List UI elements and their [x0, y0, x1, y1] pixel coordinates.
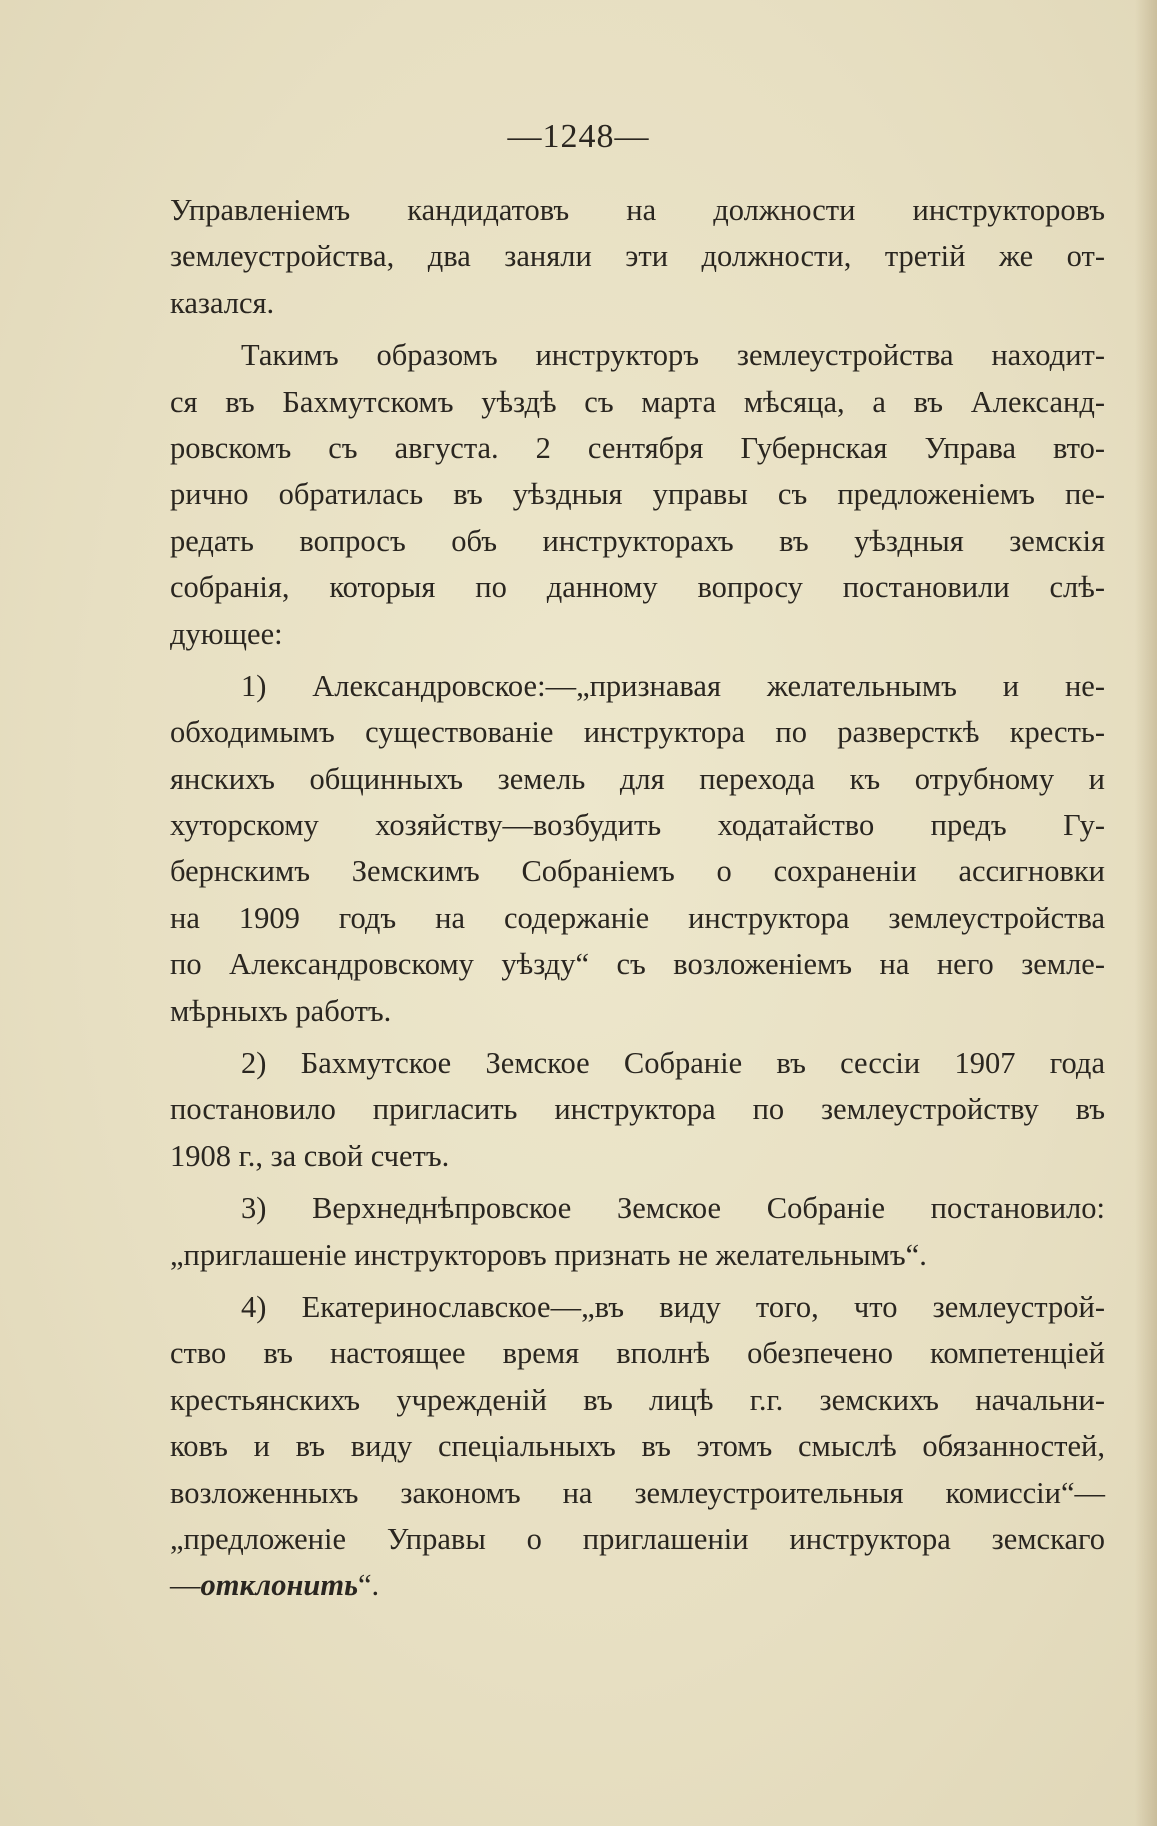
text-line: постановило пригласить инструктора по землеустройству въ — [170, 1092, 1105, 1127]
text-line: по Александровскому уѣзду“ съ возложеніемъ на него земле- — [170, 947, 1105, 982]
text-line: бернскимъ Земскимъ Собраніемъ о сохраненіи ассигновки — [170, 854, 1105, 889]
text-line: ковъ и въ виду спеціальныхъ въ этомъ смыслѣ обязанностей, — [170, 1429, 1105, 1464]
paragraph-5 — [170, 1185, 1105, 1278]
text-line: на 1909 годъ на содержаніе инструктора землеустройства — [170, 900, 1105, 935]
closing-line — [170, 1562, 1105, 1608]
paragraph-1 — [170, 187, 1105, 326]
text-line: возложенныхъ закономъ на землеустроительныя комиссіи“— — [170, 1475, 1105, 1510]
text-line: собранія, которыя по данному вопросу постановили слѣ- — [170, 570, 1105, 605]
text-line: обходимымъ существованіе инструктора по разверсткѣ кресть- — [170, 715, 1105, 750]
closing-italic-word: отклонить — [200, 1568, 359, 1603]
page-edge-shadow — [1135, 0, 1157, 1826]
text-line: дующее: — [170, 616, 283, 651]
paragraph-4 — [170, 1040, 1105, 1179]
text-line: Управленіемъ кандидатовъ на должности инструкторовъ — [170, 193, 1105, 227]
text-line: янскихъ общинныхъ земель для перехода къ отрубному и — [170, 761, 1105, 796]
text-line: ровскомъ съ августа. 2 сентября Губернская Управа вто- — [170, 430, 1105, 465]
text-line: ство въ настоящее время вполнѣ обезпечено компетенціей — [170, 1336, 1105, 1371]
text-line: хуторскому хозяйству—возбудить ходатайство предъ Гу- — [170, 808, 1105, 843]
paragraph-6 — [170, 1284, 1105, 1609]
text-line: мѣрныхъ работъ. — [170, 993, 392, 1028]
text-line: крестьянскихъ учрежденій въ лицѣ г.г. земскихъ начальни- — [170, 1382, 1105, 1417]
text-line: 4) Екатеринославское—„въ виду того, что землеустрой- — [241, 1289, 1105, 1324]
text-line: казался. — [170, 285, 275, 320]
closing-suffix: “. — [358, 1568, 380, 1603]
page-number: —1248— — [507, 118, 650, 155]
paragraph-3 — [170, 663, 1105, 1034]
text-line: 1908 г., за свой счетъ. — [170, 1138, 450, 1173]
text-line: редать вопросъ объ инструкторахъ въ уѣздныя земскія — [170, 523, 1105, 558]
closing-prefix: — — [170, 1568, 201, 1603]
text-line: 3) Верхнеднѣпровское Земское Собраніе постановило: — [241, 1191, 1105, 1226]
paragraph-2 — [170, 332, 1105, 657]
body-text — [170, 187, 1105, 1609]
text-line: рично обратилась въ уѣздныя управы съ предложеніемъ пе- — [170, 477, 1105, 512]
text-line: 1) Александровское:—„признавая желательнымъ и не- — [241, 668, 1105, 703]
text-line: „предложеніе Управы о приглашеніи инструктора земскаго — [170, 1521, 1105, 1556]
text-line: землеустройства, два заняли эти должности, третій же от- — [170, 239, 1105, 274]
text-line: 2) Бахмутское Земское Собраніе въ сессіи 1907 года — [241, 1046, 1105, 1081]
text-line: „приглашеніе инструкторовъ признать не желательнымъ“. — [170, 1237, 927, 1272]
text-line: ся въ Бахмутскомъ уѣздѣ съ марта мѣсяца, а въ Александ- — [170, 384, 1105, 419]
text-line: Такимъ образомъ инструкторъ землеустройства находит- — [241, 338, 1105, 373]
